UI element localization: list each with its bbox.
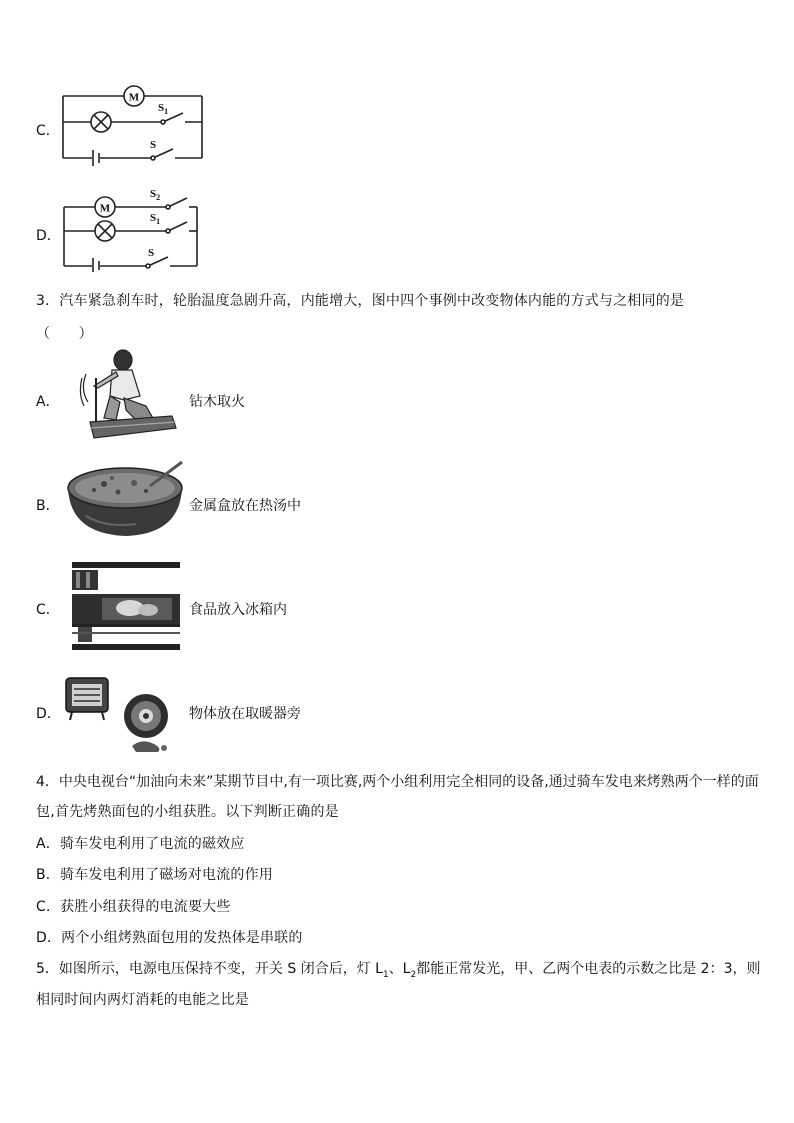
q3-option-b-text: 金属盒放在热汤中 — [189, 498, 301, 514]
circuit-d-diagram — [60, 186, 202, 272]
q3-stem: 3．汽车紧急刹车时，轮胎温度急剧升高，内能增大，图中四个事例中改变物体内能的方式与之相同的是 — [36, 293, 685, 309]
q3-option-d-text: 物体放在取暖器旁 — [189, 706, 301, 722]
drill-wood-fire-image — [68, 348, 180, 444]
circuit-c-label: C． — [36, 123, 60, 139]
q4-stem-line1: 4．中央电视台“加油向未来”某期节目中,有一项比赛,两个小组利用完全相同的设备,通过骑车发电来烤熟两个一样的面 — [36, 774, 759, 790]
q5-stem-line1: 5．如图所示，电源电压保持不变，开关 S 闭合后，灯 $L_1$、$L_2$都能正常发光，甲、乙两个电表的示数之比是 2：3，则 — [36, 961, 761, 980]
q3-option-a-text: 钻木取火 — [189, 394, 245, 410]
q3-option-b-label: B． — [36, 498, 60, 514]
circuit-c-motor-label: M — [128, 91, 140, 104]
q4-option-b: B．骑车发电利用了磁场对电流的作用 — [36, 867, 274, 883]
hot-soup-bowl-image — [66, 458, 186, 538]
circuit-d-label: D． — [36, 228, 61, 244]
q3-option-c-label: C． — [36, 602, 60, 618]
circuit-c-diagram — [60, 82, 206, 168]
q3-paren: （ ） — [36, 326, 93, 342]
refrigerator-food-image — [68, 560, 182, 652]
circuit-c-s1-label: $S_1$ — [158, 102, 169, 116]
q4-option-d: D．两个小组烤熟面包用的发热体是串联的 — [36, 930, 303, 946]
circuit-c-s-label: S — [150, 139, 157, 151]
circuit-d-s-label: S — [148, 247, 155, 259]
q3-option-d-label: D． — [36, 706, 61, 722]
q5-stem-line2: 相同时间内两灯消耗的电能之比是 — [36, 992, 249, 1008]
q4-stem-line2: 包,首先烤熟面包的小组获胜。以下判断正确的是 — [36, 804, 339, 820]
q3-option-a-label: A． — [36, 394, 60, 410]
circuit-d-motor-label: M — [99, 202, 111, 215]
q4-option-a: A．骑车发电利用了电流的磁效应 — [36, 836, 245, 852]
q3-option-c-text: 食品放入冰箱内 — [189, 602, 287, 618]
heater-object-image — [62, 672, 178, 754]
circuit-d-s2-label: $S_2$ — [150, 188, 161, 202]
circuit-d-s1-label: $S_1$ — [150, 212, 161, 226]
q4-option-c: C．获胜小组获得的电流要大些 — [36, 899, 231, 915]
